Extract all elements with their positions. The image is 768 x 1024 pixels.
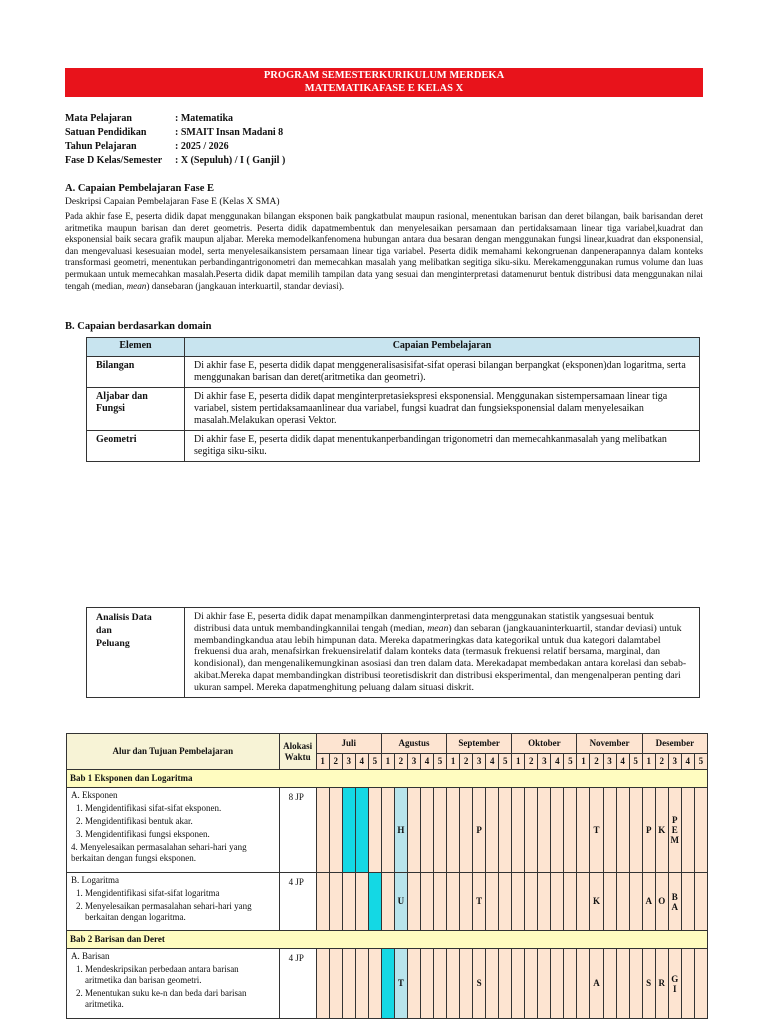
meta-value: : SMAIT Insan Madani 8 — [175, 127, 284, 138]
week-cell — [694, 788, 707, 873]
week-cell — [381, 788, 394, 873]
week-cell — [316, 788, 329, 873]
month-header: Agustus — [381, 734, 446, 754]
col-header-elemen: Elemen — [87, 338, 185, 357]
week-cell — [512, 873, 525, 931]
week-cell: T — [473, 873, 486, 931]
week-cell — [668, 873, 681, 931]
week-cell — [603, 788, 616, 873]
week-cell — [447, 873, 460, 931]
week-cell — [668, 788, 681, 873]
week-cell — [551, 873, 564, 931]
month-header: September — [447, 734, 512, 754]
objective-heading: A. Barisan — [71, 951, 110, 961]
week-cell — [486, 873, 499, 931]
col-header-alokasi — [279, 734, 316, 770]
week-number: 1 — [316, 754, 329, 770]
week-cell: T — [394, 949, 407, 1019]
section-b-title: B. Capaian berdasarkan domain — [65, 321, 212, 332]
table-row — [67, 788, 708, 873]
objective-item: 2. Mengidentifikasi bentuk akar. — [85, 816, 275, 827]
week-cell — [525, 949, 538, 1019]
paragraph-text: Pada akhir fase E, peserta didik dapat menggunakan bilangan eksponen baik pangkatbulat maupun rasional, menentukan barisan dan deret bilangan, baik barisandan deret aritmetika maupun barisan dan deret geometris. Peserta didik dapatmembentuk dan menyelesaikan persamaan dan pertidaksamaan linear tiga variabel,kuadrat dan eksponensial baik secara grafik maupun aljabar. Mereka memodelkanfenomena hubungan antara dua besaran dengan menggunakan fungsi linear,kuadrat dan eksponensial, dan mengevaluasi kesesuaian model, serta menyelesaikansistem persamaan linear tiga variabel. Peserta didik memahami kekongruenan danpenerapannya dalam konteks transformasi geometri, menentukan perbandingantrigonometri dan memecahkan masalah yang melibatkan segitiga siku-siku. Merekamenggunakan rumus volume dan luas permukaan untuk memecahkan masalah.Peserta didik dapat memilih tampilan data yang sesuai dan menginterpretasi datamenurut bentuk distribusi data menggunakan nilai tengah (median, — [65, 211, 703, 291]
week-cell — [499, 788, 512, 873]
week-cell — [564, 788, 577, 873]
week-number: 5 — [564, 754, 577, 770]
week-number: 5 — [694, 754, 707, 770]
col-header-alur: Alur dan Tujuan Pembelajaran — [67, 734, 280, 770]
table-row — [87, 388, 700, 431]
week-number: 4 — [681, 754, 694, 770]
chapter-row — [67, 770, 708, 788]
alokasi-line: Alokasi — [283, 740, 313, 751]
week-cell — [499, 949, 512, 1019]
week-cell — [316, 949, 329, 1019]
week-cell — [538, 873, 551, 931]
week-cell — [603, 873, 616, 931]
week-cell — [681, 788, 694, 873]
identity-block — [65, 112, 285, 168]
week-number: 4 — [551, 754, 564, 770]
week-cell — [381, 873, 394, 931]
week-cell — [329, 873, 342, 931]
week-cell — [355, 788, 368, 873]
table-row — [67, 949, 708, 1019]
meta-label: Mata Pelajaran — [65, 113, 132, 124]
week-cell: A — [590, 949, 603, 1019]
table-row — [87, 431, 700, 462]
objective-cell — [67, 949, 280, 1019]
week-cell — [499, 873, 512, 931]
capaian-text-end: ) dan sebaran (jangkauaninterkuartil, standar deviasi) untuk membandingkandua atau lebih himpunan data. Mereka dapatmeringkas data kategorikal untuk dua kategori dalamtabel frekuensi dua arah, menafsirkan frekuensirelatif dalam konteks data (termasuk frekuensi relatif bersama, marginal, dan kondisional), dan mengenalikemungkinan asosiasi dan tren dalam data. Merekadapat membedakan antara korelasi dan sebab-akibat.Mereka dapat membandingkan distribusi teoretisdiskrit dan distribusi eksperimental, dan mengenalperan penting dari ukuran sampel. Mereka dapatmenghitung peluang dalam situasi diskrit. — [194, 622, 687, 693]
time-allocation: 4 JP — [279, 873, 316, 931]
week-number: 3 — [407, 754, 420, 770]
week-cell: T — [590, 788, 603, 873]
week-cell — [433, 873, 446, 931]
title-line-1: PROGRAM SEMESTERKURIKULUM MERDEKA — [263, 70, 505, 81]
week-number: 2 — [460, 754, 473, 770]
capaian-cell — [185, 608, 700, 698]
capaian-text: Di akhir fase E, peserta didik dapat menampilkan danmenginterpretasi data menggunakan statistik yangsesuai bentuk distribusi data untuk membandingkannilai tengah (median, — [194, 611, 654, 634]
week-cell — [447, 788, 460, 873]
week-number: 2 — [655, 754, 668, 770]
week-number: 1 — [642, 754, 655, 770]
week-number: 3 — [342, 754, 355, 770]
document-title-banner — [65, 68, 703, 97]
week-cell: O — [655, 873, 668, 931]
week-number: 1 — [512, 754, 525, 770]
week-number: 4 — [616, 754, 629, 770]
month-header: Desember — [642, 734, 707, 754]
week-mark: E — [671, 825, 678, 835]
week-cell — [316, 873, 329, 931]
week-cell — [629, 949, 642, 1019]
week-mark: I — [672, 983, 677, 994]
week-cell — [538, 949, 551, 1019]
time-allocation: 4 JP — [279, 949, 316, 1019]
capaian-cell: Di akhir fase E, peserta didik dapat menggeneralisasisifat-sifat operasi bilangan berpangkat (eksponen)dan logaritma, serta menggunakan barisan dan deret(aritmetika dan geometri). — [185, 357, 700, 388]
week-cell — [512, 788, 525, 873]
objective-item: 2. Menyelesaikan permasalahan sehari-hari yang berkaitan dengan logaritma. — [85, 901, 275, 923]
week-cell — [577, 873, 590, 931]
week-cell — [447, 949, 460, 1019]
week-cell — [407, 873, 420, 931]
objective-heading: A. Eksponen — [71, 790, 118, 800]
paragraph-italic: mean — [126, 280, 147, 291]
meta-label: Fase D Kelas/Semester — [65, 155, 163, 166]
objective-item: 1. Mendeskripsikan perbedaan antara barisan aritmetika dan barisan geometri. — [85, 964, 275, 986]
week-cell — [329, 788, 342, 873]
week-cell — [681, 949, 694, 1019]
week-cell — [486, 788, 499, 873]
week-cell — [342, 788, 355, 873]
meta-label: Tahun Pelajaran — [65, 141, 137, 152]
objective-item: 4. Menyelesaikan permasalahan sehari-hari yang berkaitan dengan fungsi eksponen. — [71, 842, 247, 863]
week-cell — [355, 949, 368, 1019]
month-header: November — [577, 734, 642, 754]
elemen-line: Peluang — [96, 638, 130, 649]
meta-value: : X (Sepuluh) / I ( Ganjil ) — [175, 155, 286, 166]
elemen-cell: Aljabar dan Fungsi — [87, 388, 185, 431]
week-cell — [681, 873, 694, 931]
meta-label: Satuan Pendidikan — [65, 127, 147, 138]
week-cell: H — [394, 788, 407, 873]
week-cell — [525, 873, 538, 931]
objective-item: 2. Menentukan suku ke-n dan beda dari barisan aritmetika. — [85, 988, 275, 1010]
week-cell — [460, 949, 473, 1019]
week-cell — [420, 788, 433, 873]
week-number: 2 — [590, 754, 603, 770]
week-cell: S — [642, 949, 655, 1019]
week-cell — [551, 949, 564, 1019]
week-cell — [460, 788, 473, 873]
alokasi-line: Waktu — [284, 751, 311, 762]
week-number: 4 — [420, 754, 433, 770]
week-number: 4 — [355, 754, 368, 770]
week-number: 3 — [538, 754, 551, 770]
week-cell — [525, 788, 538, 873]
week-cell — [342, 873, 355, 931]
week-cell — [342, 949, 355, 1019]
week-cell — [603, 949, 616, 1019]
week-number: 3 — [603, 754, 616, 770]
week-mark: M — [670, 835, 679, 845]
week-cell — [616, 788, 629, 873]
week-cell — [407, 788, 420, 873]
week-cell — [551, 788, 564, 873]
week-cell — [616, 873, 629, 931]
week-cell — [564, 949, 577, 1019]
elemen-line: Analisis Data — [96, 612, 152, 623]
week-cell — [512, 949, 525, 1019]
week-cell — [616, 949, 629, 1019]
week-cell — [433, 949, 446, 1019]
week-number: 2 — [329, 754, 342, 770]
objective-item: 1. Mengidentifikasi sifat-sifat eksponen. — [85, 803, 275, 814]
week-cell — [694, 873, 707, 931]
week-number: 5 — [433, 754, 446, 770]
week-cell: K — [590, 873, 603, 931]
capaian-cell: Di akhir fase E, peserta didik dapat menentukanperbandingan trigonometri dan memecahkanmasalah yang melibatkan segitiga siku-siku. — [185, 431, 700, 462]
objective-cell — [67, 788, 280, 873]
week-cell — [694, 949, 707, 1019]
week-number: 1 — [381, 754, 394, 770]
week-number: 5 — [368, 754, 381, 770]
meta-value: : 2025 / 2026 — [175, 141, 229, 152]
week-number: 4 — [486, 754, 499, 770]
section-a-subtitle: Deskripsi Capaian Pembelajaran Fase E (Kelas X SMA) — [65, 197, 280, 207]
week-cell — [329, 949, 342, 1019]
week-number: 1 — [577, 754, 590, 770]
chapter-title: Bab 1 Eksponen dan Logaritma — [67, 770, 708, 788]
month-header: Juli — [316, 734, 381, 754]
week-cell — [460, 873, 473, 931]
week-cell — [564, 873, 577, 931]
domain-table-continued — [86, 607, 700, 698]
week-cell — [629, 873, 642, 931]
week-cell — [538, 788, 551, 873]
week-cell: A — [642, 873, 655, 931]
week-cell — [407, 949, 420, 1019]
capaian-cell: Di akhir fase E, peserta didik dapat menginterpretasiekspresi eksponensial. Menggunakan sistempersamaan linear tiga variabel, sistem pertidaksamaanlinear dua variabel, fungsi kuadrat dan fungsieksponensial dalam menyelesaikan masalah.Melakukan operasi Vektor. — [185, 388, 700, 431]
week-cell — [420, 873, 433, 931]
week-cell: U — [394, 873, 407, 931]
table-row — [87, 357, 700, 388]
week-cell — [381, 949, 394, 1019]
week-number: 2 — [394, 754, 407, 770]
title-line-2: MATEMATIKAFASE E KELAS X — [304, 83, 464, 94]
meta-value: : Matematika — [175, 113, 234, 124]
week-cell: K — [655, 788, 668, 873]
week-cell — [433, 788, 446, 873]
week-mark: P — [672, 815, 678, 825]
week-cell — [577, 788, 590, 873]
chapter-row — [67, 931, 708, 949]
elemen-cell — [87, 608, 185, 698]
week-number: 3 — [668, 754, 681, 770]
week-cell — [577, 949, 590, 1019]
week-number: 5 — [629, 754, 642, 770]
week-cell — [368, 873, 381, 931]
paragraph-text-end: ) dansebaran (jangkauan interkuartil, standar deviasi). — [146, 280, 345, 291]
week-mark: B — [671, 891, 678, 902]
week-number: 3 — [473, 754, 486, 770]
elemen-cell: Geometri — [87, 431, 185, 462]
objective-item: 3. Mengidentifikasi fungsi eksponen. — [85, 829, 275, 840]
section-a-paragraph — [65, 211, 703, 292]
week-cell — [368, 949, 381, 1019]
week-cell — [629, 788, 642, 873]
week-cell — [486, 949, 499, 1019]
col-header-capaian: Capaian Pembelajaran — [185, 338, 700, 357]
week-number: 5 — [499, 754, 512, 770]
week-cell: R — [655, 949, 668, 1019]
time-allocation: 8 JP — [279, 788, 316, 873]
program-schedule-table — [66, 733, 708, 1019]
week-cell — [420, 949, 433, 1019]
domain-table — [86, 337, 700, 462]
objective-item: 1. Mengidentifikasi sifat-sifat logaritma — [85, 888, 275, 899]
section-a-title: A. Capaian Pembelajaran Fase E — [65, 183, 215, 194]
week-cell: P — [473, 788, 486, 873]
table-row — [67, 873, 708, 931]
week-cell — [368, 788, 381, 873]
week-mark: A — [671, 901, 678, 912]
chapter-title: Bab 2 Barisan dan Deret — [67, 931, 708, 949]
capaian-italic: mean — [427, 622, 449, 634]
elemen-line: dan — [96, 625, 112, 636]
week-cell — [668, 949, 681, 1019]
table-row — [87, 608, 700, 698]
week-cell: P — [642, 788, 655, 873]
week-cell: S — [473, 949, 486, 1019]
week-number: 2 — [525, 754, 538, 770]
elemen-cell: Bilangan — [87, 357, 185, 388]
week-number: 1 — [447, 754, 460, 770]
objective-heading: B. Logaritma — [71, 875, 119, 885]
month-header: Oktober — [512, 734, 577, 754]
objective-cell — [67, 873, 280, 931]
week-cell — [355, 873, 368, 931]
week-mark: G — [671, 973, 679, 984]
